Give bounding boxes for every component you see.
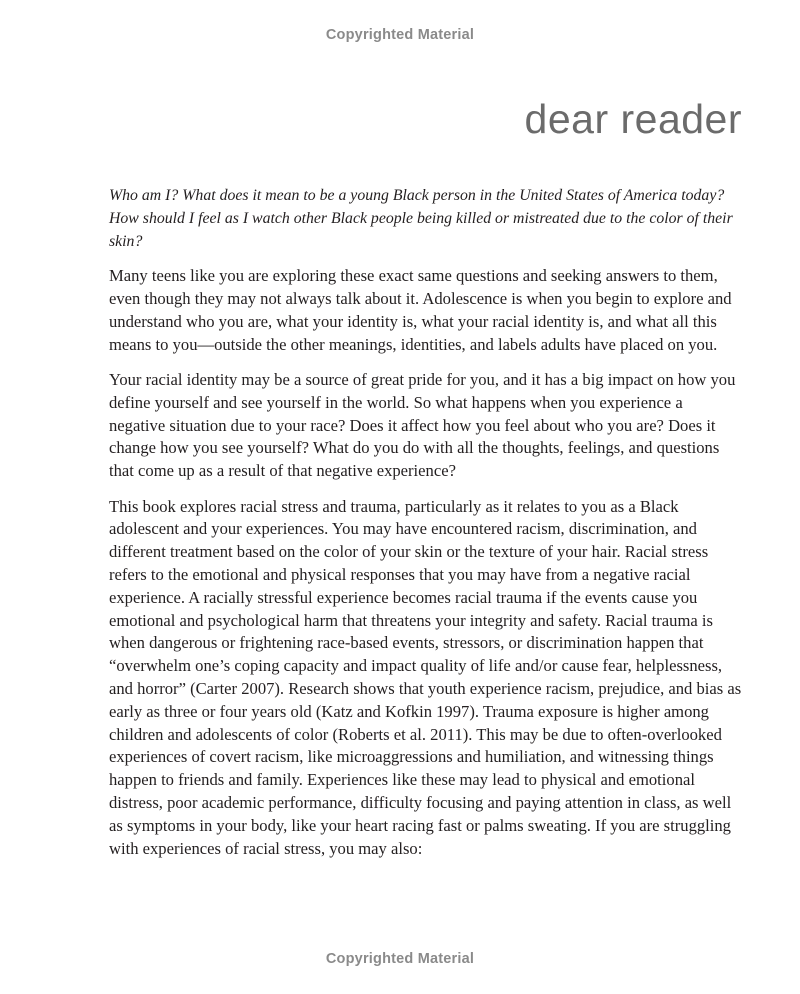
chapter-title: dear reader (524, 96, 742, 142)
body-paragraph: Many teens like you are exploring these exact same questions and seeking answers to them, even though they may not always talk about it. Adolescence is when you begin to explore and understand who you are, what your identity is, what your racial identity is, and what all this means to you—outside the other meanings, identities, and labels adults have placed on you. (109, 266, 732, 354)
page-body (109, 185, 743, 873)
copyright-watermark-top: Copyrighted Material (325, 27, 475, 43)
body-paragraph: Your racial identity may be a source of great pride for you, and it has a big impact on how you define yourself and see yourself in the world. So what happens when you experience a negative situation due to your race? Does it affect how you feel about who you are? Does it change how you see yourself? What do you do with all the thoughts, feelings, and questions that come up as a result of that negative experience? (109, 370, 736, 481)
intro-questions: Who am I? What does it mean to be a young Black person in the United States of America today? How should I feel as I watch other Black people being killed or mistreated due to the color of their skin? (109, 187, 733, 250)
copyright-watermark-bottom: Copyrighted Material (325, 951, 475, 967)
body-paragraph: This book explores racial stress and trauma, particularly as it relates to you as a Black adolescent and your experiences. You may have encountered racism, discrimination, and different treatment based on the color of your skin or the texture of your hair. Racial stress refers to the emotional and physical responses that you may have from a negative racial experience. A racially stressful experience becomes racial trauma if the events cause you emotional and psychological harm that threatens your integrity and safety. Racial trauma is when dangerous or frightening race-based events, stressors, or discrimination happen that “overwhelm one’s coping capacity and impact quality of life and/or cause fear, helplessness, and horror” (Carter 2007). Research shows that youth experience racism, prejudice, and bias as early as three or four years old (Katz and Kofkin 1997). Trauma exposure is higher among children and adolescents of color (Roberts et al. 2011). This may be due to often-overlooked experiences of covert racism, like microaggressions and humiliation, and witnessing things happen to friends and family. Experiences like these may lead to physical and emotional distress, poor academic performance, difficulty focusing and paying attention in class, as well as symptoms in your body, like your heart racing fast or palms sweating. If you are struggling with experiences of racial stress, you may also: (109, 496, 742, 858)
